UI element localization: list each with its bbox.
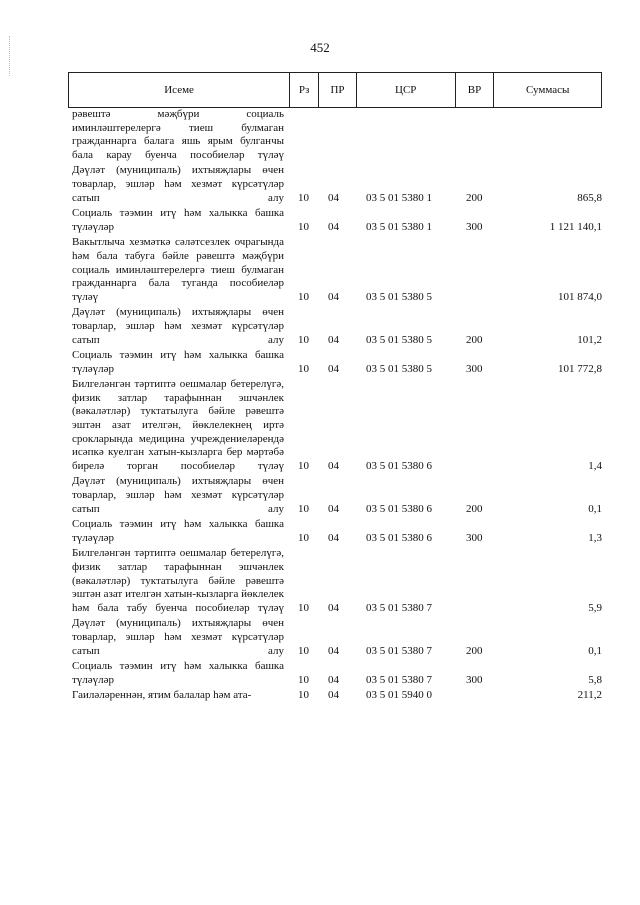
- row-name: рәвештә мәҗбүри социаль иминләштерелергә тиеш булмаган гражданнарга балага яшь ярым булганчы бала карау буенча пособиеләр түләү: [72, 108, 284, 161]
- row-sum: 101 772,8: [558, 362, 602, 375]
- header-csr: ЦСР: [357, 73, 456, 107]
- header-vr: ВР: [456, 73, 495, 107]
- row-csr: 03 5 01 5380 5: [366, 362, 432, 375]
- row-pr: 04: [328, 220, 339, 233]
- row-pr: 04: [328, 531, 339, 544]
- table-row: [72, 689, 602, 703]
- table-row: [72, 518, 602, 545]
- row-vr: 200: [466, 333, 483, 346]
- row-rz: 10: [298, 220, 309, 233]
- table-row: [72, 475, 602, 516]
- row-vr: 200: [466, 191, 483, 204]
- table-row: [72, 236, 602, 304]
- row-rz: 10: [298, 459, 309, 472]
- row-name: Дәүләт (муниципаль) ихтыяҗлары өчен товарлар, эшләр һәм хезмәт күрсәтүләр сатып алу: [72, 617, 284, 657]
- header-name: Исеме: [69, 73, 290, 107]
- row-vr: 300: [466, 220, 483, 233]
- row-pr: 04: [328, 673, 339, 686]
- row-sum: 865,8: [577, 191, 602, 204]
- row-sum: 211,2: [577, 689, 602, 702]
- table-row: [72, 378, 602, 473]
- row-csr: 03 5 01 5380 5: [366, 333, 432, 346]
- page-number: 452: [310, 40, 330, 55]
- row-sum: 1 121 140,1: [549, 220, 602, 233]
- header-sum: Суммасы: [525, 84, 570, 96]
- row-sum: 1,3: [588, 531, 602, 544]
- row-sum: 101,2: [577, 333, 602, 346]
- row-pr: 04: [328, 191, 339, 204]
- row-pr: 04: [328, 502, 339, 515]
- row-name: Гаиләләреннән, ятим балалар һәм ата-: [72, 689, 252, 702]
- row-csr: 03 5 01 5380 7: [366, 673, 432, 686]
- row-pr: 04: [328, 689, 339, 702]
- table-body: [72, 108, 602, 703]
- row-sum: 0,1: [588, 644, 602, 657]
- table-row: [72, 547, 602, 615]
- row-csr: 03 5 01 5380 6: [366, 502, 432, 515]
- table-row: [72, 349, 602, 376]
- row-vr: 300: [466, 362, 483, 375]
- row-name: Социаль тәэмин итү һәм халыкка башка түләүләр: [72, 660, 284, 686]
- row-rz: 10: [298, 362, 309, 375]
- row-csr: 03 5 01 5380 1: [366, 191, 432, 204]
- row-csr: 03 5 01 5380 6: [366, 531, 432, 544]
- row-pr: 04: [328, 459, 339, 472]
- table-row: [72, 108, 602, 162]
- row-sum: 5,8: [588, 673, 602, 686]
- table-header: [68, 72, 602, 108]
- table-row: [72, 306, 602, 347]
- row-rz: 10: [298, 531, 309, 544]
- row-name: Дәүләт (муниципаль) ихтыяҗлары өчен товарлар, эшләр һәм хезмәт күрсәтүләр сатып алу: [72, 475, 284, 515]
- row-vr: 300: [466, 531, 483, 544]
- table-row: [72, 207, 602, 234]
- row-rz: 10: [298, 689, 309, 702]
- table-row: [72, 660, 602, 687]
- row-csr: 03 5 01 5380 5: [366, 290, 432, 303]
- row-name: Билгеләнгән тәртиптә оешмалар бетерелүгә, физик затлар тарафыннан эшчәнлек (вәкаләтләр) туктатылуга бәйле рәвештә эштән азат ителгән хатын-кызларга йөклелек һәм бала табу буенча пособиеләр түләү: [72, 547, 284, 614]
- row-pr: 04: [328, 290, 339, 303]
- row-csr: 03 5 01 5940 0: [366, 689, 432, 702]
- row-rz: 10: [298, 644, 309, 657]
- row-sum: 1,4: [588, 459, 602, 472]
- row-name: Социаль тәэмин итү һәм халыкка башка түләүләр: [72, 349, 284, 375]
- row-rz: 10: [298, 191, 309, 204]
- table-row: [72, 164, 602, 205]
- row-pr: 04: [328, 333, 339, 346]
- row-vr: 200: [466, 644, 483, 657]
- row-name: Дәүләт (муниципаль) ихтыяҗлары өчен товарлар, эшләр һәм хезмәт күрсәтүләр сатып алу: [72, 306, 284, 346]
- row-rz: 10: [298, 290, 309, 303]
- row-sum: 5,9: [588, 601, 602, 614]
- row-vr: 300: [466, 673, 483, 686]
- row-name: Социаль тәэмин итү һәм халыкка башка түләүләр: [72, 518, 284, 544]
- row-rz: 10: [298, 333, 309, 346]
- row-vr: 200: [466, 502, 483, 515]
- row-pr: 04: [328, 644, 339, 657]
- row-name: Билгеләнгән тәртиптә оешмалар бетерелүгә, физик затлар тарафыннан эшчәнлек (вәкаләтләр) туктатылуга бәйле рәвештә эштән азат ителгән, йөклелекнең иртә срокларында медицина учреждениеләрендә исәпкә куелган хатын-кызларга бер мәртәбә бирелә торган пособиеләр түләү: [72, 378, 284, 472]
- row-rz: 10: [298, 673, 309, 686]
- table-row: [72, 617, 602, 658]
- row-name: Социаль тәэмин итү һәм халыкка башка түләүләр: [72, 207, 284, 233]
- row-pr: 04: [328, 601, 339, 614]
- row-csr: 03 5 01 5380 1: [366, 220, 432, 233]
- header-rz: Рз: [290, 73, 319, 107]
- row-csr: 03 5 01 5380 6: [366, 459, 432, 472]
- row-name: Вакытлыча хезмәткә сәләтсезлек очрагында һәм бала табуга бәйле рәвештә мәҗбүри социаль иминләштерелергә тиеш булмаган гражданнарга бала туганда пособиеләр түләү: [72, 236, 284, 303]
- row-rz: 10: [298, 502, 309, 515]
- row-sum: 0,1: [588, 502, 602, 515]
- row-csr: 03 5 01 5380 7: [366, 601, 432, 614]
- row-name: Дәүләт (муниципаль) ихтыяҗлары өчен товарлар, эшләр һәм хезмәт күрсәтүләр сатып алу: [72, 164, 284, 204]
- row-csr: 03 5 01 5380 7: [366, 644, 432, 657]
- row-sum: 101 874,0: [558, 290, 602, 303]
- header-pr: ПР: [319, 73, 357, 107]
- row-pr: 04: [328, 362, 339, 375]
- row-rz: 10: [298, 601, 309, 614]
